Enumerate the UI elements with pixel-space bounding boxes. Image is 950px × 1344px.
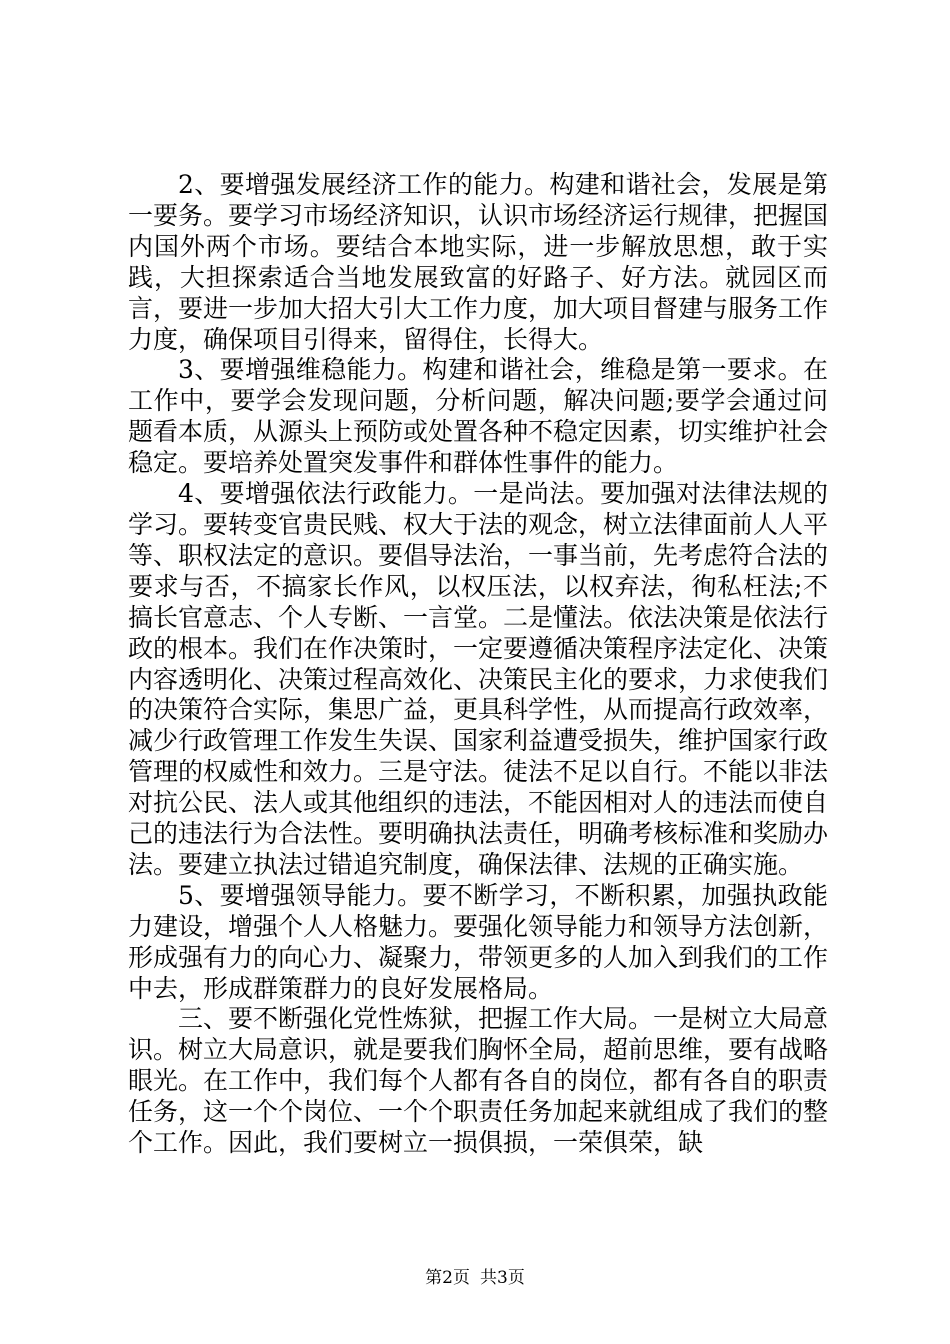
paragraph-party-spirit: 三、要不断强化党性炼狱，把握工作大局。一是树立大局意识。树立大局意识，就是要我们胸怀全局，超前思维，要有战略眼光。在工作中，我们每个人都有各自的岗位，都有各自的职责任务，这一个个岗位、一个个职责任务加起来就组成了我们的整个工作。因此，我们要树立一损俱损，一荣俱荣，缺: [128, 1004, 829, 1158]
paragraph-economic-capacity: 2、要增强发展经济工作的能力。构建和谐社会，发展是第一要务。要学习市场经济知识，认识市场经济运行规律，把握国内国外两个市场。要结合本地实际，进一步解放思想，敢于实践，大担探索适合当地发展致富的好路子、好方法。就园区而言，要进一步加大招大引大工作力度，加大项目督建与服务工作力度，确保项目引得来，留得住，长得大。: [128, 170, 829, 354]
page-footer: [0, 1268, 950, 1288]
paragraph-rule-of-law-capacity: 4、要增强依法行政能力。一是尚法。要加强对法律法规的学习。要转变官贵民贱、权大于法的观念，树立法律面前人人平等、职权法定的意识。要倡导法治，一事当前，先考虑符合法的要求与否，不搞家长作风，以权压法，以权弃法，徇私枉法;不搞长官意志、个人专断、一言堂。二是懂法。依法决策是依法行政的根本。我们在作决策时，一定要遵循决策程序法定化、决策内容透明化、决策过程高效化、决策民主化的要求，力求使我们的决策符合实际，集思广益，更具科学性，从而提高行政效率，减少行政管理工作发生失误、国家利益遭受损失，维护国家行政管理的权威性和效力。三是守法。徒法不足以自行。不能以非法对抗公民、法人或其他组织的违法，不能因相对人的违法而使自己的违法行为合法性。要明确执法责任，明确考核标准和奖励办法。要建立执法过错追究制度，确保法律、法规的正确实施。: [128, 479, 829, 879]
page-number: 第2页: [425, 1268, 470, 1288]
paragraph-stability-capacity: 3、要增强维稳能力。构建和谐社会，维稳是第一要求。在工作中，要学会发现问题，分析问题，解决问题;要学会通过问题看本质，从源头上预防或处置各种不稳定因素，切实维护社会稳定。要培养处置突发事件和群体性事件的能力。: [128, 355, 829, 478]
paragraph-leadership-capacity: 5、要增强领导能力。要不断学习，不断积累，加强执政能力建设，增强个人人格魅力。要强化领导能力和领导方法创新，形成强有力的向心力、凝聚力，带领更多的人加入到我们的工作中去，形成群策群力的良好发展格局。: [128, 880, 829, 1003]
page-total: 共3页: [480, 1268, 525, 1288]
document-body: [128, 170, 828, 1159]
